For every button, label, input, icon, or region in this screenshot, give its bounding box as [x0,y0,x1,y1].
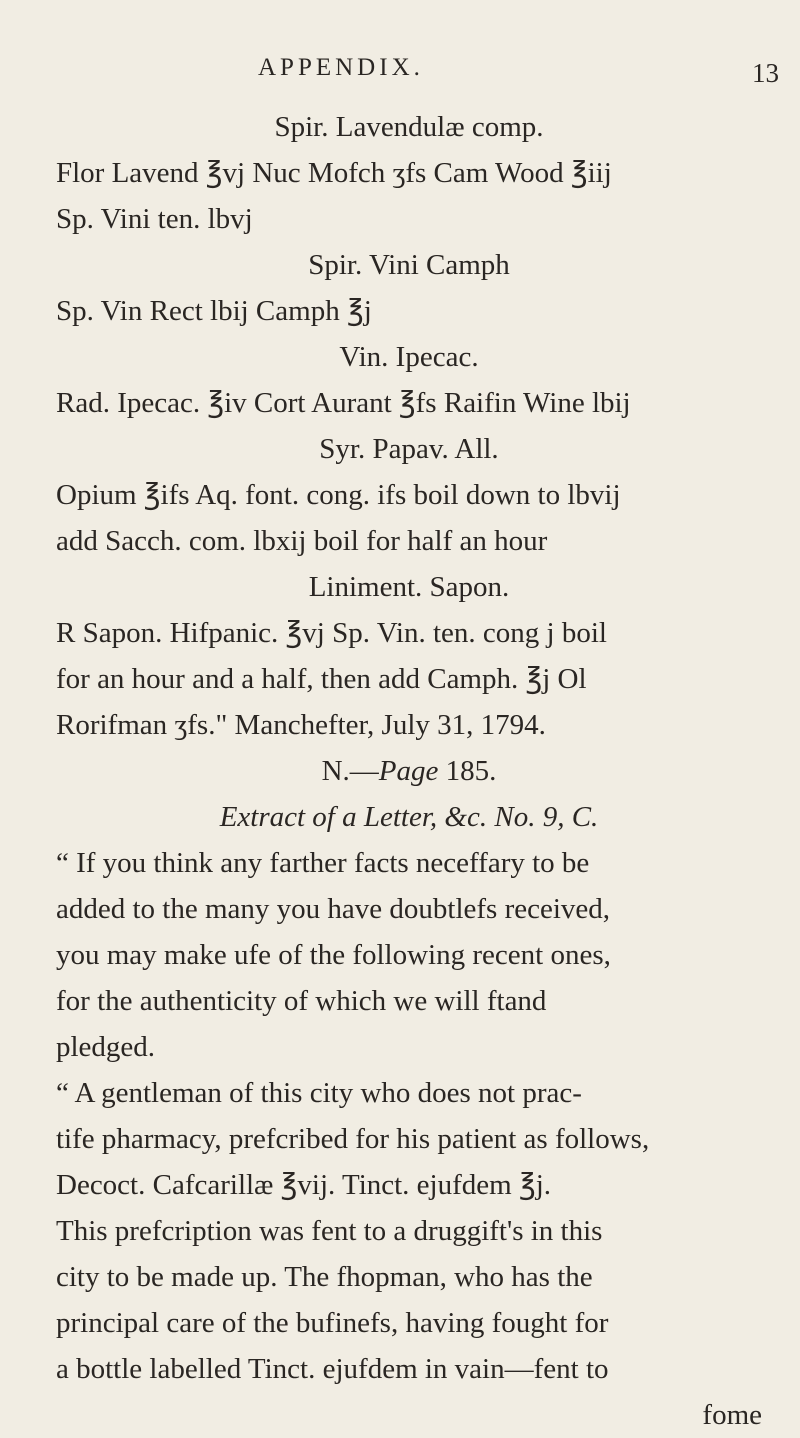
recipe-line: add Sacch. com. lbxij boil for half an hour [56,525,548,557]
paragraph-line: you may make ufe of the following recent ones, [56,939,611,971]
note-heading [56,748,762,794]
paragraph-line: principal care of the bufinefs, having fought for [56,1307,609,1339]
extract-title: Extract of a Letter, &c. No. 9, C. [219,801,599,833]
recipe-line: for an hour and a half, then add Camph. ℥j Ol [56,663,587,695]
page-body [56,104,762,1438]
heading-spir-lavendulae: Spir. Lavendulæ comp. [274,111,544,143]
paragraph-line: a bottle labelled Tinct. ejufdem in vain—fent to [56,1353,609,1385]
recipe-line: Sp. Vini ten. lbvj [56,203,253,235]
note-page-word: Page [378,755,439,787]
catchword: fome [702,1399,762,1431]
heading-vin-ipecac: Vin. Ipecac. [339,341,479,373]
heading-spir-vini-camph: Spir. Vini Camph [308,249,510,281]
recipe-line: Flor Lavend ℥vj Nuc Mofch ʒfs Cam Wood ℥iij [56,157,612,189]
page-header [0,46,800,86]
paragraph-line: This prefcription was fent to a druggift's in this [56,1215,603,1247]
paragraph-line: “ If you think any farther facts neceffary to be [56,847,590,879]
paragraph-line: city to be made up. The fhopman, who has the [56,1261,593,1293]
recipe-line: Rorifman ʒfs." Manchefter, July 31, 1794. [56,709,546,741]
note-prefix: N.— [321,755,379,787]
paragraph-line: added to the many you have doubtlefs received, [56,893,611,925]
page-number: 13 [752,58,779,88]
recipe-line: Opium ℥ifs Aq. font. cong. ifs boil down to lbvij [56,479,621,511]
heading-liniment-sapon: Liniment. Sapon. [308,571,510,603]
note-page-number: 185. [438,755,497,787]
paragraph-line: Decoct. Cafcarillæ ℥vij. Tinct. ejufdem ℥j. [56,1169,551,1201]
running-head: APPENDIX. [258,54,424,81]
recipe-line: R Sapon. Hifpanic. ℥vj Sp. Vin. ten. cong j boil [56,617,607,649]
paragraph-line: pledged. [56,1031,156,1063]
paragraph-line: tife pharmacy, prefcribed for his patient as follows, [56,1123,650,1155]
recipe-line: Rad. Ipecac. ℥iv Cort Aurant ℥fs Raifin Wine lbij [56,387,631,419]
paragraph-line: for the authenticity of which we will ftand [56,985,547,1017]
heading-syr-papav: Syr. Papav. All. [319,433,499,465]
paragraph-line: “ A gentleman of this city who does not prac- [56,1077,582,1109]
recipe-line: Sp. Vin Rect lbij Camph ℥j [56,295,372,327]
